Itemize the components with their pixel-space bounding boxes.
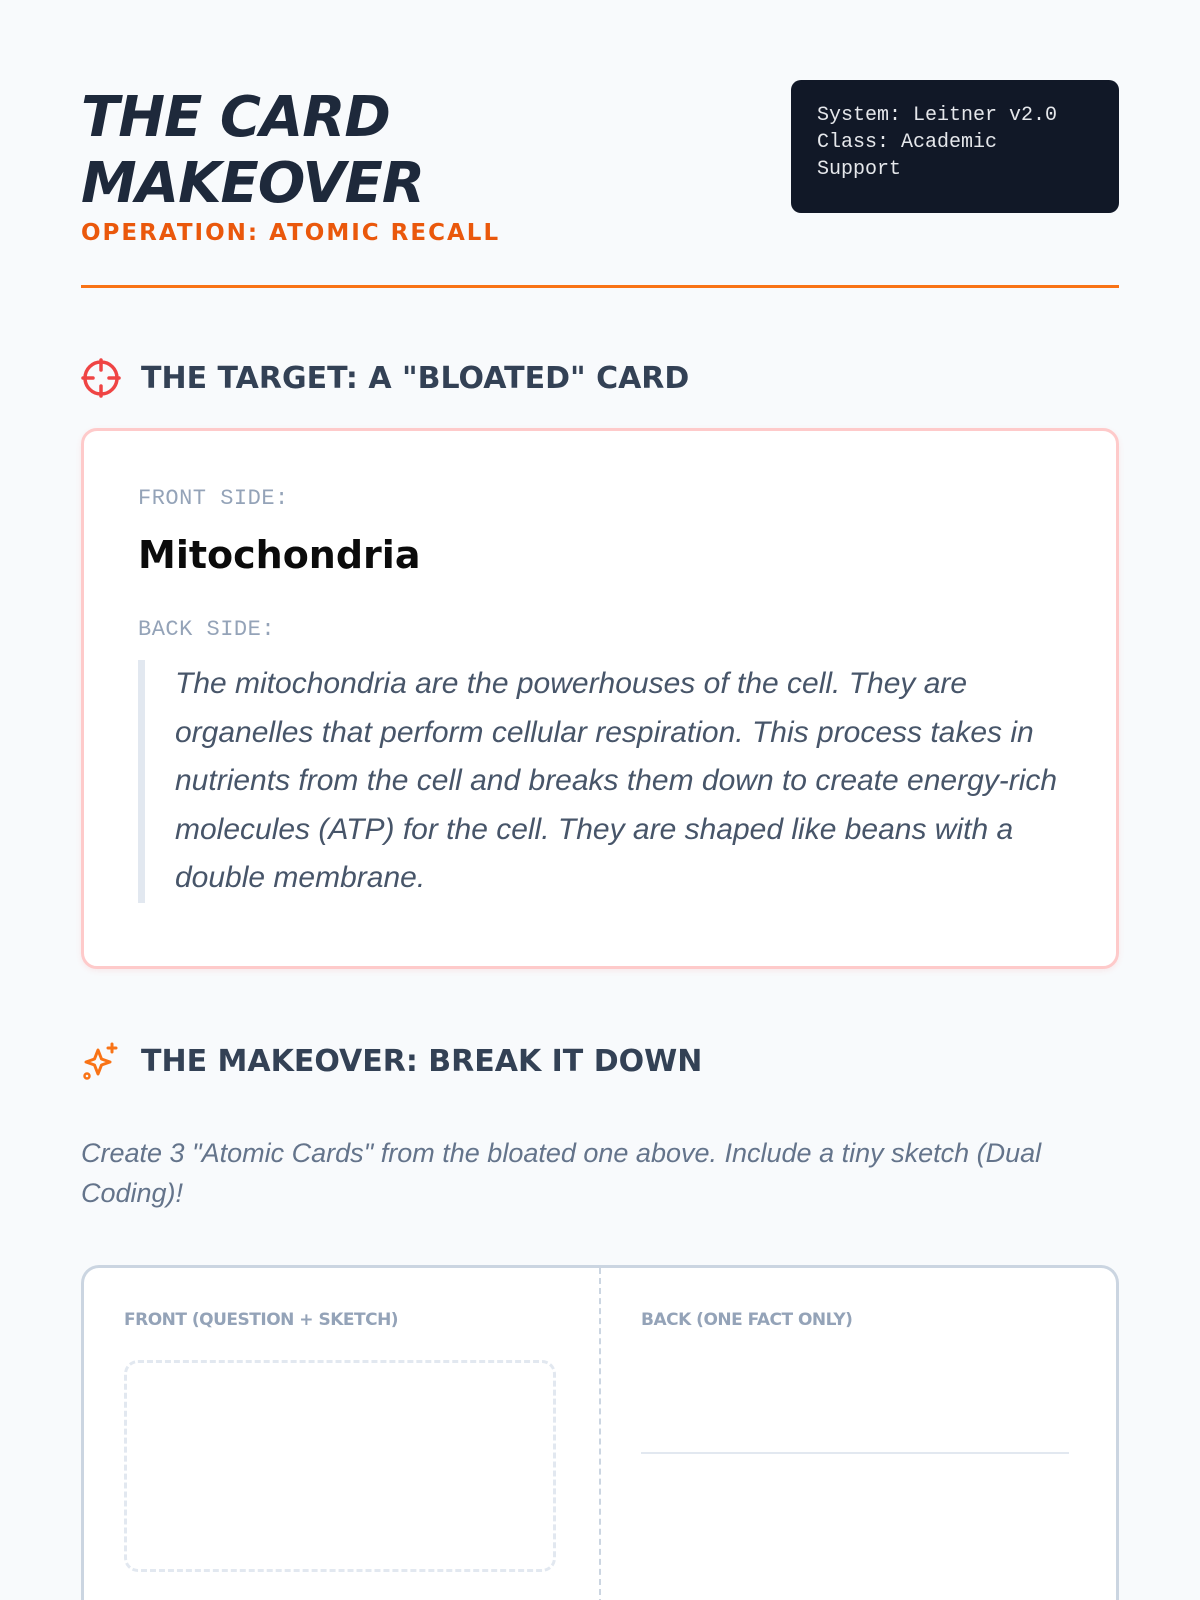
title-block — [81, 80, 501, 246]
class-info-line: Class: Academic — [817, 131, 998, 154]
atomic-front-label: FRONT (QUESTION + SKETCH) — [124, 1310, 399, 1330]
atomic-card — [81, 1265, 1119, 1600]
system-info-box — [791, 80, 1119, 213]
answer-write-line[interactable] — [641, 1452, 1069, 1454]
sketch-area[interactable] — [124, 1360, 556, 1572]
front-side-term: Mitochondria — [138, 533, 421, 577]
makeover-section-heading — [81, 1041, 1119, 1081]
back-side-label: BACK SIDE: — [138, 617, 276, 642]
bloated-card — [81, 428, 1119, 969]
atomic-card-back — [601, 1268, 1116, 1600]
target-heading-text: THE TARGET: A "BLOATED" CARD — [141, 360, 690, 396]
front-side-label: FRONT SIDE: — [138, 486, 289, 511]
worksheet-header — [81, 80, 1119, 288]
atomic-back-label: BACK (ONE FACT ONLY) — [641, 1310, 853, 1330]
page-title: THE CARD MAKEOVER — [81, 85, 425, 216]
makeover-heading-text: THE MAKEOVER: BREAK IT DOWN — [141, 1043, 703, 1079]
makeover-instructions: Create 3 "Atomic Cards" from the bloated one above. Include a tiny sketch (Dual Coding)! — [81, 1138, 1042, 1208]
target-section-heading — [81, 358, 1119, 398]
page-subtitle: OPERATION: ATOMIC RECALL — [81, 220, 501, 246]
class-info-line-continued: Support — [817, 158, 902, 181]
crosshair-icon — [81, 358, 121, 398]
back-side-definition: The mitochondria are the powerhouses of the cell. They are organelles that perform cellular respiration. This process takes in nutrients from the cell and breaks them down to create energy-rich molecules (ATP) for the cell. They are shaped like beans with a double membrane. — [138, 660, 1064, 903]
atomic-card-front — [84, 1268, 601, 1600]
system-info-line: System: Leitner v2.0 — [817, 104, 1058, 127]
sparkles-icon — [81, 1041, 121, 1081]
